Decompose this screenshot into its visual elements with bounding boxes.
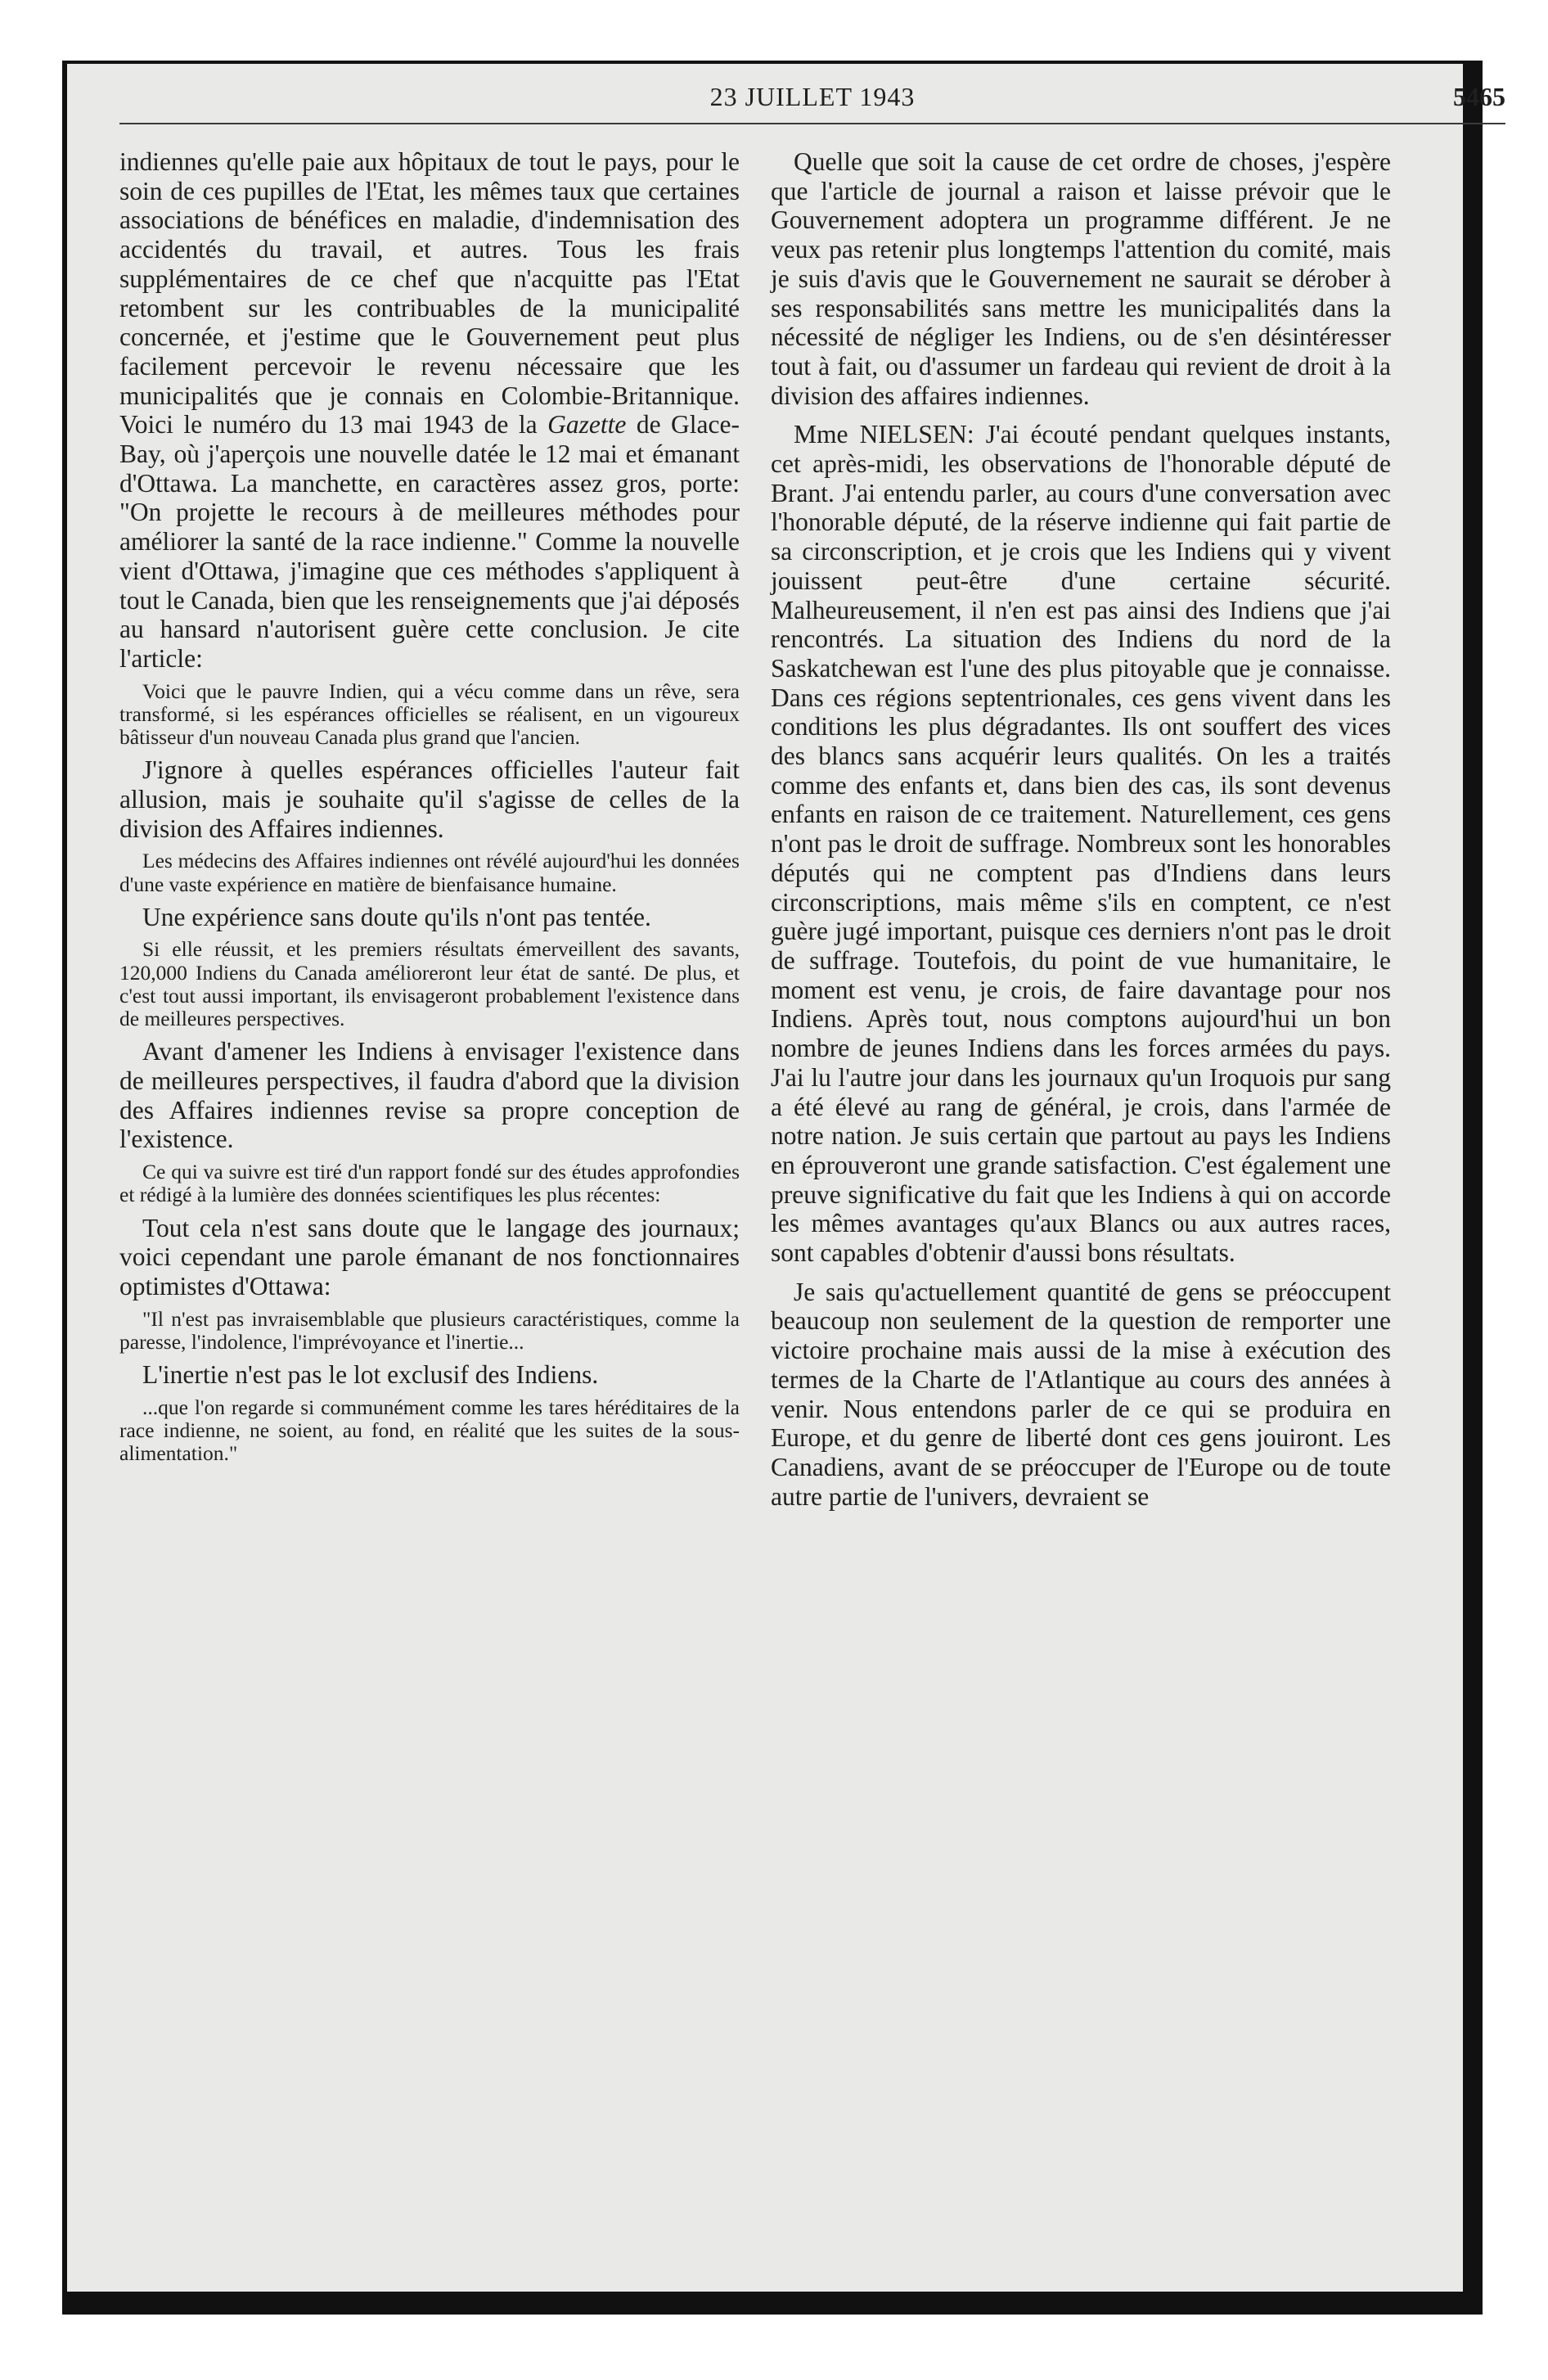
newspaper-title: Gazette [547, 410, 627, 439]
quotation: Voici que le pauvre Indien, qui a vécu comme dans un rêve, sera transformé, si les espérances officielles se réalisent, en un vigoureux bâtisseur d'un nouveau Canada plus grand que l'ancien. [119, 678, 740, 750]
paragraph-text: indiennes qu'elle paie aux hôpitaux de tout le pays, pour le soin de ces pupilles de l'Etat, les mêmes taux que certaines associations de bénéfices en maladie, d'indemnisation des accidentés du travail, et autres. Tous les frais supplémentaires de ce chef que n'acquitte pas l'Etat retombent sur les contribuables de la municipalité concernée, et j'estime que le Gouvernement peut plus facilement percevoir le revenu nécessaire que les municipalités que je connais en Colombie-Britannique. Voici le numéro du 13 mai 1943 de la [119, 147, 740, 439]
paragraph: Je sais qu'actuellement quantité de gens se préoccupent beaucoup non seulement de la question de remporter une victoire prochaine mais aussi de la mise à exécution des termes de la Charte de l'Atlantique au cours des années à venir. Nous entendons parler de ce qui se produira en Europe, et du genre de liberté dont ces gens jouiront. Les Canadiens, avant de se préoccuper de l'Europe ou de toute autre partie de l'univers, devraient se [771, 1277, 1391, 1511]
page-date: 23 JUILLET 1943 [709, 82, 916, 111]
paragraph: Avant d'amener les Indiens à envisager l'existence dans de meilleures perspectives, il faudra d'abord que la division des Affaires indiennes revise sa propre conception de l'existence. [119, 1037, 740, 1154]
paragraph: Une expérience sans doute qu'ils n'ont pas tentée. [142, 902, 651, 931]
paragraph [119, 147, 740, 674]
paragraph: L'inertie n'est pas le lot exclusif des Indiens. [142, 1360, 599, 1390]
page-number: 5465 [1453, 82, 1505, 111]
left-column [119, 147, 740, 1472]
quotation: Si elle réussit, et les premiers résultats émerveillent des savants, 120,000 Indiens du Canada amélioreront leur état de santé. De plus, et c'est tout aussi important, ils envisageront probablement l'existence dans de meilleures perspectives. [119, 937, 740, 1031]
quotation: "Il n'est pas invraisemblable que plusieurs caractéristiques, comme la paresse, l'indolence, l'imprévoyance et l'inertie... [119, 1306, 740, 1354]
header-rule [119, 123, 1505, 124]
paragraph-text: de Glace-Bay, où j'aperçois une nouvelle datée le 12 mai et émanant d'Ottawa. La manchette, en caractères assez gros, porte: "On projette le recours à de meilleures méthodes pour améliorer la santé de la race indienne." Comme la nouvelle vient d'Ottawa, j'imagine que ces méthodes s'appliquent à tout le Canada, bien que les renseignements que j'ai déposés au hansard n'autorisent guère cette conclusion. Je cite l'article: [119, 410, 740, 673]
paragraph: Mme NIELSEN: J'ai écouté pendant quelques instants, cet après-midi, les observations de l'honorable député de Brant. J'ai entendu parler, au cours d'une conversation avec l'honorable député, de la réserve indienne qui fait partie de sa circonscription, et je crois que les Indiens qui y vivent jouissent peut-être d'une certaine sécurité. Malheureusement, il n'en est pas ainsi des Indiens que j'ai rencontrés. La situation des Indiens du nord de la Saskatchewan est l'une des plus pitoyable que je connaisse. Dans ces régions septentrionales, ces gens vivent dans les conditions les plus dégradantes. Ils ont souffert des vices des blancs sans acquérir leurs qualités. On les a traités comme des enfants et, dans bien des cas, ils sont devenus enfants en raison de ce traitement. Naturellement, ces gens n'ont pas le droit de suffrage. Nombreux sont les honorables députés qui ne comptent pas d'Indiens dans leurs circonscriptions, mais même s'ils en comptent, ce n'est guère jugé important, puisque ces derniers n'ont pas le droit de suffrage. Toutefois, du point de vue humanitaire, le moment est venu, je crois, de faire davantage pour nos Indiens. Après tout, nous comptons aujourd'hui un bon nombre de jeunes Indiens dans les forces armées du pays. J'ai lu l'autre jour dans les journaux qu'un Iroquois pur sang a été élevé au rang de général, je crois, dans l'armée de notre nation. Je suis certain que partout au pays les Indiens en éprouveront une grande satisfaction. C'est également une preuve significative du fait que les Indiens à qui on accorde les mêmes avantages qu'aux Blancs ou aux autres races, sont capables d'obtenir d'aussi bons résultats. [771, 420, 1391, 1268]
quotation: ...que l'on regarde si communément comme les tares héréditaires de la race indienne, ne soient, au fond, en réalité que les suites de la sous-alimentation." [119, 1395, 740, 1466]
quotation: Ce qui va suivre est tiré d'un rapport fondé sur des études approfondies et rédigé à la lumière des données scientifiques les plus récentes: [119, 1160, 740, 1207]
paragraph: Tout cela n'est sans doute que le langage des journaux; voici cependant une parole émanant de nos fonctionnaires optimistes d'Ottawa: [119, 1213, 740, 1300]
right-column [771, 147, 1391, 1511]
page-header [119, 82, 1505, 123]
quotation: Les médecins des Affaires indiennes ont révélé aujourd'hui les données d'une vaste expérience en matière de bienfaisance humaine. [119, 849, 740, 896]
paragraph: Quelle que soit la cause de cet ordre de choses, j'espère que l'article de journal a raison et laisse prévoir que le Gouvernement adoptera un programme différent. Je ne veux pas retenir plus longtemps l'attention du comité, mais je suis d'avis que le Gouvernement ne saurait se dérober à ses responsabilités sans mettre les municipalités dans la nécessité de négliger les Indiens, ou de s'en désintéresser tout à fait, ou d'assumer un fardeau qui revient de droit à la division des affaires indiennes. [771, 147, 1391, 410]
paragraph: J'ignore à quelles espérances officielles l'auteur fait allusion, mais je souhaite qu'il s'agisse de celles de la division des Affaires indiennes. [119, 755, 740, 843]
